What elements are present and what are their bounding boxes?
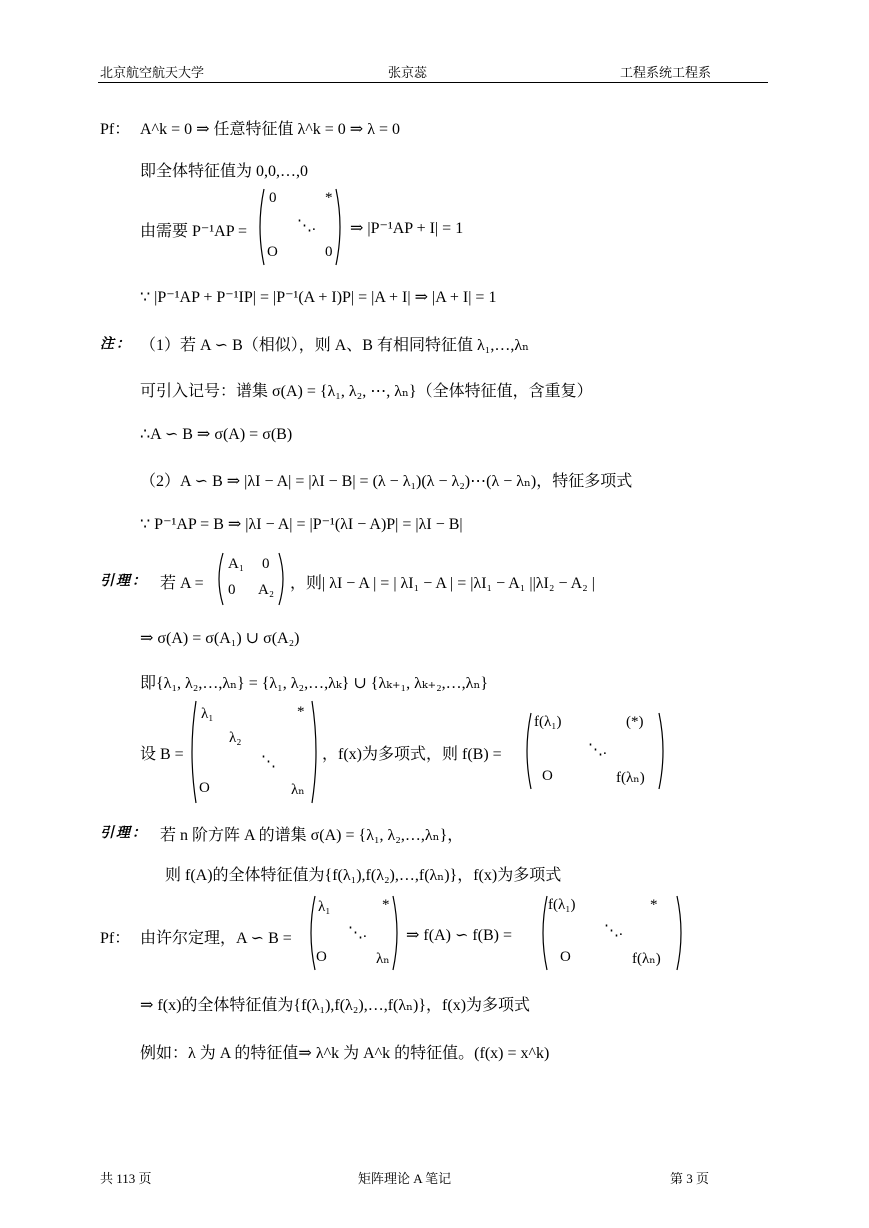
left-paren	[214, 552, 224, 606]
right-paren	[278, 552, 288, 606]
header-rule	[98, 82, 768, 83]
footer-left: 共 113 页	[100, 1171, 152, 1186]
body-line-3-post: ⇒ |P⁻¹AP + I| = 1	[350, 220, 464, 237]
left-paren	[255, 188, 265, 266]
pf-label-1: Pf：	[100, 121, 131, 138]
matrix-cell: ⋱.	[604, 923, 623, 939]
lemma2-line-1: 若 n 阶方阵 A 的谱集 σ(A) = {λ₁, λ₂,…,λₙ}，	[160, 827, 464, 844]
matrix-c	[187, 700, 321, 804]
body-line-2: 即全体特征值为 0,0,…,0	[140, 163, 309, 180]
matrix-cell: (*)	[626, 714, 644, 730]
right-paren	[392, 895, 402, 971]
matrix-cell: f(λ₁)	[534, 714, 562, 730]
note-line-4: （2）A ∽ B ⇒ |λI − A| = |λI − B| = (λ − λ₁)(λ − λ₂)⋯(λ − λₙ)，特征多项式	[140, 473, 633, 490]
left-paren	[187, 700, 197, 804]
matrix-cell: ⋱.	[348, 925, 367, 941]
matrix-cell: f(λₙ)	[632, 951, 661, 967]
right-paren	[676, 895, 686, 971]
body-line-3-pre: 由需要 P⁻¹AP =	[140, 223, 248, 240]
matrix-cell: f(λ₁)	[548, 897, 576, 913]
header-left: 北京航空航天大学	[100, 65, 205, 80]
lemma-label-1: 引理：	[100, 573, 148, 589]
matrix-cell: A₂	[258, 582, 275, 598]
matrix-cell: 0	[325, 244, 333, 260]
matrix-cell: O	[560, 949, 571, 965]
matrix-cell: O	[199, 780, 210, 796]
matrix-cell: 0	[262, 556, 270, 572]
lemma1-pre: 若 A =	[160, 575, 204, 592]
body-line-4: ∵ |P⁻¹AP + P⁻¹IP| = |P⁻¹(A + I)P| = |A + I| ⇒ |A + I| = 1	[140, 289, 497, 306]
matrix-cell: *	[325, 190, 333, 206]
note-label: 注：	[100, 336, 132, 352]
matrix-cell: *	[382, 897, 390, 913]
matrix-cell: λ₁	[318, 899, 331, 915]
left-paren	[306, 895, 316, 971]
matrix-cell: f(λₙ)	[616, 770, 645, 786]
matrix-cell: O	[316, 949, 327, 965]
matrix-cell: O	[267, 244, 278, 260]
matrix-cell: ⋱.	[297, 218, 316, 234]
pf2-line-2: ⇒ f(x)的全体特征值为{f(λ₁),f(λ₂),…,f(λₙ)}，f(x)为多项式	[140, 997, 531, 1014]
lemma1-post: ，则| λI − A | = | λI₁ − A | = |λI₁ − A₁ ||λI₂ − A₂ |	[290, 575, 595, 592]
lemma1-line-2: ⇒ σ(A) = σ(A₁) ∪ σ(A₂)	[140, 630, 300, 647]
header-center: 张京蕊	[388, 65, 428, 80]
lemma-label-2: 引理：	[100, 825, 148, 841]
note-line-1: （1）若 A ∽ B（相似），则 A、B 有相同特征值 λ₁,…,λₙ	[140, 337, 529, 354]
matrix-f	[538, 895, 686, 971]
pf2-mid: ⇒ f(A) ∽ f(B) =	[406, 927, 513, 944]
matrix-cell: ⋱	[261, 754, 276, 770]
lemma1-line-4-pre: 设 B =	[140, 746, 184, 763]
note-line-3: ∴A ∽ B ⇒ σ(A) = σ(B)	[140, 426, 293, 443]
pf2-pre: 由许尔定理，A ∽ B =	[140, 930, 292, 947]
pf2-line-3: 例如：λ 为 A 的特征值⇒ λ^k 为 A^k 的特征值。(f(x) = x^k)	[140, 1045, 550, 1062]
matrix-cell: λ₁	[201, 706, 214, 722]
matrix-cell: λₙ	[376, 951, 390, 967]
matrix-cell: A₁	[228, 556, 245, 572]
left-paren	[522, 712, 532, 790]
pf-label-2: Pf：	[100, 930, 131, 947]
matrix-b	[214, 552, 288, 606]
lemma1-line-4-mid: ，f(x)为多项式，则 f(B) =	[322, 746, 502, 763]
matrix-cell: *	[297, 704, 305, 720]
matrix-cell: λₙ	[291, 782, 305, 798]
matrix-cell: 0	[269, 190, 277, 206]
matrix-cell: λ₂	[229, 730, 242, 746]
matrix-cell: *	[650, 897, 658, 913]
note-line-2: 可引入记号：谱集 σ(A) = {λ₁, λ₂, ⋯, λₙ}（全体特征值，含重复）	[140, 383, 593, 400]
matrix-a	[255, 188, 345, 266]
matrix-cell: O	[542, 768, 553, 784]
matrix-e	[306, 895, 402, 971]
footer-center: 矩阵理论 A 笔记	[358, 1171, 452, 1186]
header-right: 工程系统工程系	[620, 65, 712, 80]
right-paren	[335, 188, 345, 266]
left-paren	[538, 895, 548, 971]
matrix-d	[522, 712, 668, 790]
footer-right: 第 3 页	[670, 1171, 710, 1186]
matrix-cell: ⋱.	[588, 742, 607, 758]
lemma2-line-2: 则 f(A)的全体特征值为{f(λ₁),f(λ₂),…,f(λₙ)}，f(x)为多项式	[165, 867, 562, 884]
note-line-5: ∵ P⁻¹AP = B ⇒ |λI − A| = |P⁻¹(λI − A)P| = |λI − B|	[140, 516, 463, 533]
right-paren	[311, 700, 321, 804]
right-paren	[658, 712, 668, 790]
matrix-cell: 0	[228, 582, 236, 598]
lemma1-line-3: 即{λ₁, λ₂,…,λₙ} = {λ₁, λ₂,…,λₖ} ∪ {λₖ₊₁, λₖ₊₂,…,λₙ}	[140, 675, 489, 692]
body-line-1: A^k = 0 ⇒ 任意特征值 λ^k = 0 ⇒ λ = 0	[140, 121, 400, 138]
